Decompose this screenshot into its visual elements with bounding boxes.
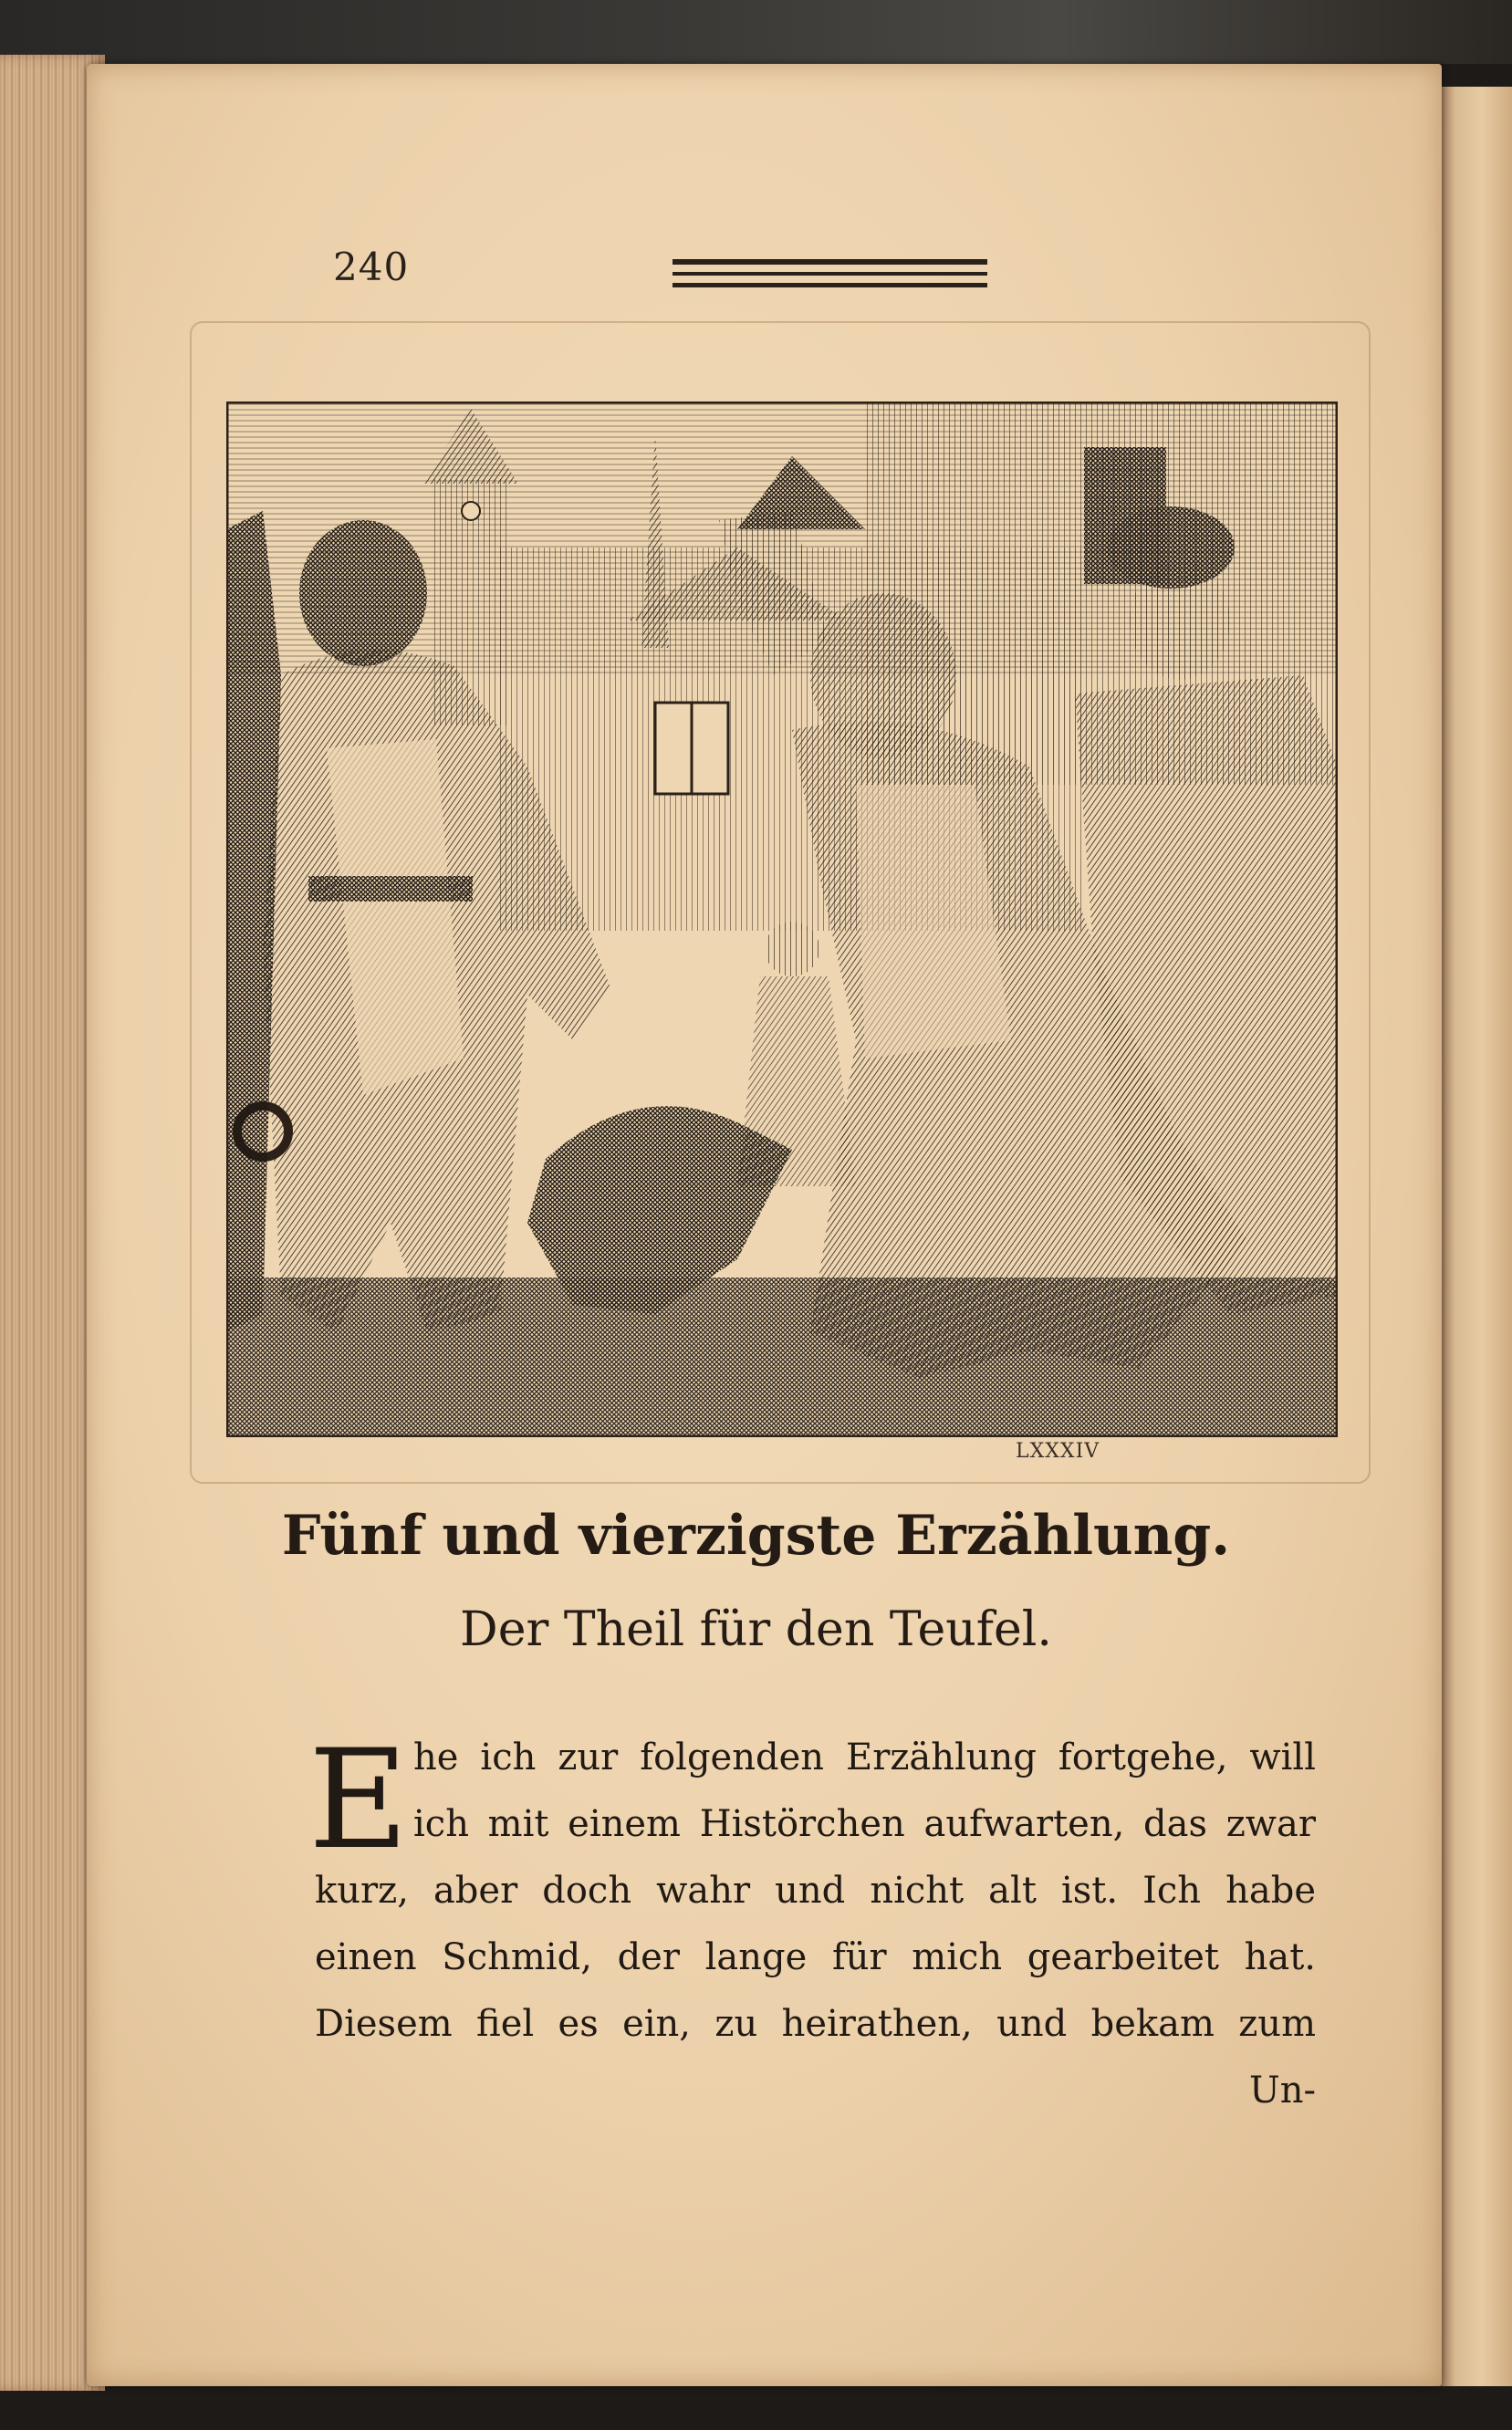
body-line: he ich zur folgenden Erzählung fortgehe, will (413, 1736, 1316, 1778)
header-rule (673, 259, 987, 265)
background-top (0, 0, 1512, 64)
drop-cap: E (308, 1721, 409, 1880)
header-rule (673, 272, 987, 276)
chapter-title: Fünf und vierzigste Erzählung. (281, 1504, 1231, 1568)
body-line: kurz, aber doch wahr und nicht alt ist. Ich habe (315, 1870, 1316, 1912)
page-number: 240 (333, 245, 410, 289)
body-line: Un- (1249, 2070, 1316, 2112)
plate-number: LXXXIV (1016, 1440, 1100, 1463)
facing-page-edge (1437, 87, 1512, 2386)
header-rule (673, 283, 987, 287)
body-line: ich mit einem Histörchen aufwarten, das zwar (413, 1803, 1316, 1845)
engraving-illustration (226, 402, 1338, 1437)
body-text (315, 1725, 1316, 2124)
chapter-subtitle: Der Theil für den Teufel. (460, 1602, 1052, 1657)
body-line: einen Schmid, der lange für mich gearbeitet hat. (315, 1936, 1316, 1978)
body-line: Diesem fiel es ein, zu heirathen, und bekam zum (315, 2003, 1316, 2045)
